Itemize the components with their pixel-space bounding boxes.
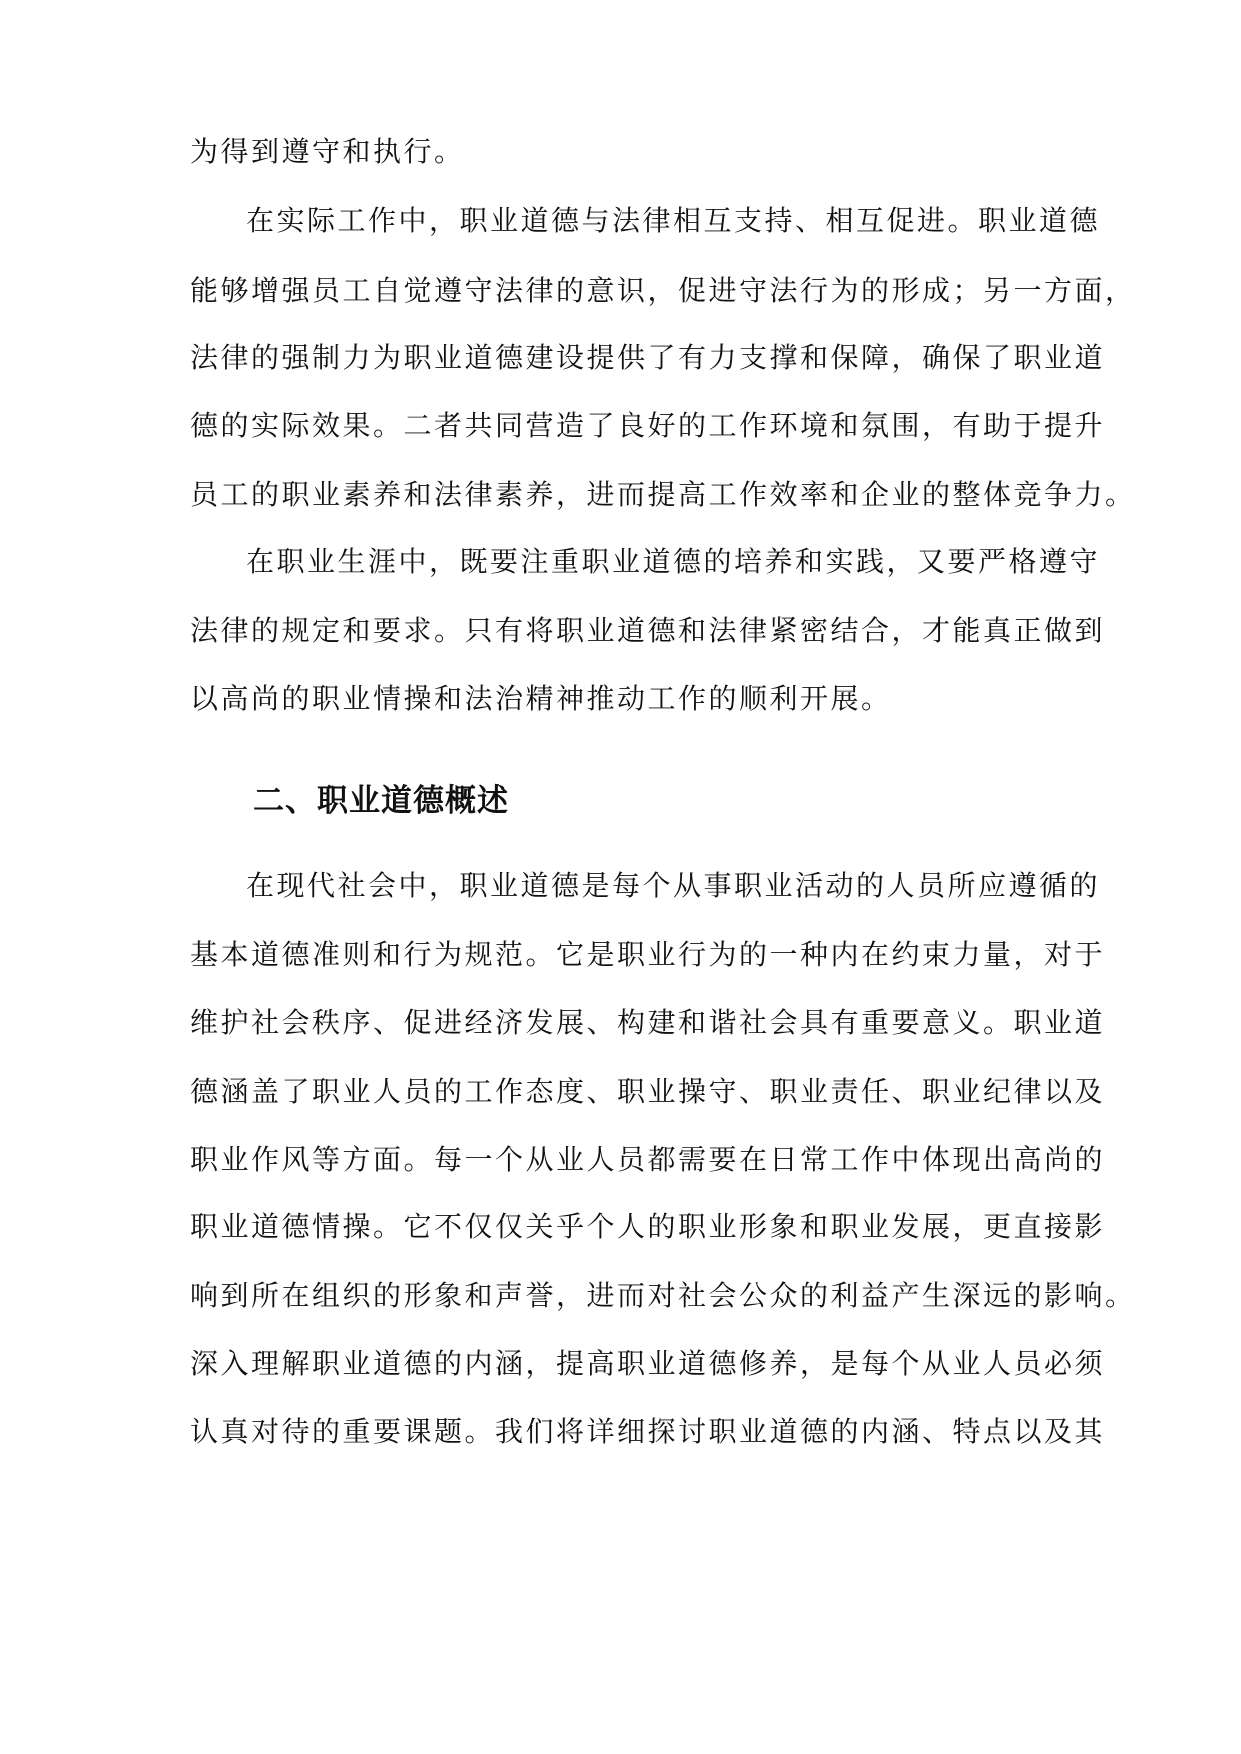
paragraph-line: 认真对待的重要课题。我们将详细探讨职业道德的内涵、特点以及其 [190, 1415, 1106, 1448]
paragraph-line: 在职业生涯中，既要注重职业道德的培养和实践，又要严格遵守 [246, 545, 1101, 578]
paragraph-line: 法律的规定和要求。只有将职业道德和法律紧密结合，才能真正做到 [190, 614, 1106, 647]
paragraph-line: 职业作风等方面。每一个从业人员都需要在日常工作中体现出高尚的 [190, 1143, 1106, 1176]
paragraph-line: 能够增强员工自觉遵守法律的意识，促进守法行为的形成；另一方面， [190, 274, 1136, 307]
paragraph-line: 员工的职业素养和法律素养，进而提高工作效率和企业的整体竞争力。 [190, 478, 1136, 511]
paragraph-line: 职业道德情操。它不仅仅关乎个人的职业形象和职业发展，更直接影 [190, 1210, 1106, 1243]
paragraph-line: 以高尚的职业情操和法治精神推动工作的顺利开展。 [190, 682, 892, 715]
paragraph-line: 在现代社会中，职业道德是每个从事职业活动的人员所应遵循的 [246, 869, 1101, 902]
paragraph-line: 响到所在组织的形象和声誉，进而对社会公众的利益产生深远的影响。 [190, 1279, 1136, 1312]
paragraph-line: 在实际工作中，职业道德与法律相互支持、相互促进。职业道德 [246, 204, 1101, 237]
paragraph-line: 为得到遵守和执行。 [190, 135, 465, 168]
paragraph-line: 法律的强制力为职业道德建设提供了有力支撑和保障，确保了职业道 [190, 341, 1106, 374]
paragraph-line: 基本道德准则和行为规范。它是职业行为的一种内在约束力量，对于 [190, 938, 1106, 971]
paragraph-line: 维护社会秩序、促进经济发展、构建和谐社会具有重要意义。职业道 [190, 1006, 1106, 1039]
paragraph-line: 德涵盖了职业人员的工作态度、职业操守、职业责任、职业纪律以及 [190, 1075, 1106, 1108]
section-heading: 二、职业道德概述 [253, 783, 509, 819]
paragraph-line: 深入理解职业道德的内涵，提高职业道德修养，是每个从业人员必须 [190, 1347, 1106, 1380]
paragraph-line: 德的实际效果。二者共同营造了良好的工作环境和氛围，有助于提升 [190, 409, 1106, 442]
